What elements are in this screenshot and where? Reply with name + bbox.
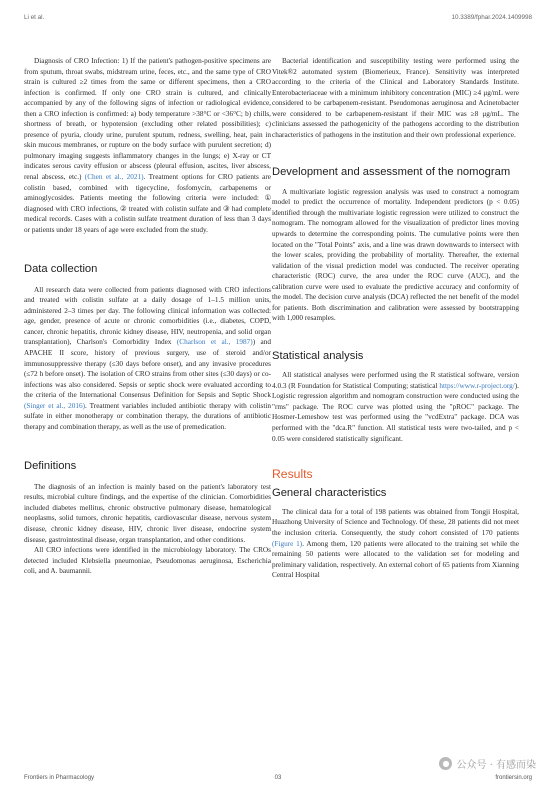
citation-link[interactable]: (Charlson et al., 1987) [176,338,253,347]
section-heading-statistical-analysis: Statistical analysis [272,349,364,362]
citation-link[interactable]: (Singer et al., 2016) [24,401,86,410]
paragraph: All CRO infections were identified in the microbiology laboratory. The CROs detected included Klebsiella pneumoniae, Pseudomonas aeruginosa, Escherichia coli, and A. baumannii. [24,546,271,576]
paragraph: Diagnosis of CRO Infection: 1) If the patient's pathogen-positive specimens are from sputum, throat swabs, midstream urine, feces, etc., and the same type of CRO strain is cultured ≥2 times from the same or different specimens, then a CRO infection is confirmed. If only one CRO strain is cultured, and clinically accompanied by any of the following signs of infection or radiological evidence, then a CRO infection is confirmed: a) body temperature >38°C or <36°C; b) chills, shortness of breath, or hypotension (excluding other related possibilities); c) presence of pyuria, cloudy urine, purulent sputum, redness, swelling, heat, pain in skin mucous membranes, or rupture on the body surface with purulent secretion; d) pulmonary imaging suggests inflammatory changes in the lungs; e) X-ray or CT indicates serous cavity effusion or abscess (pleural effusion, ascites, liver abscess, renal abscess, etc.) (Chen et al., 2021). Treatment options for CRO patients are colistin based, combined with tigecycline, fosfomycin, carbapenems or aminoglycosides. Patients meeting the following criteria were included: ① diagnosed with CRO infections, ② treated with colistin sulfate and ③ had complete medical records. Cases with a colistin sulfate treatment duration of less than 3 days or patients under 18 years of age were excluded from the study. [24,57,272,234]
site-name: frontiersin.org [495,775,532,781]
section-heading-data-collection: Data collection [24,263,98,276]
running-head: Li et al. [24,14,45,21]
paragraph: All research data were collected from patients diagnosed with CRO infections and treated with colistin sulfate at a daily dosage of 1–1.5 million units, administered 2–3 times per day. The following clinical information was collected: age, gender, presence of acute or chronic comorbidities (i.e., diabetes, COPD, cancer, chronic hepatitis, chronic kidney disease, HIV, neutropenia, and solid organ transplantation), Charlson's Comorbidity Index (Charlson et al., 1987)) and APACHE II score, history of previous surgery, use of steroid and/or immunosuppressive therapy (≤30 days before onset), and any invasive procedures (≤72 h before onset). The isolation of CRO strains from other sites (≤30 days) or co-infections was also considered. Sepsis or septic shock were evaluated according to the criteria of the International Consensus Definition for Sepsis and Septic Shock (Singer et al., 2016). Treatment variables included antibiotic therapy with colistin sulfate in either monotherapy or combination therapy, the durations of antibiotic therapy and combination therapy, as well as the use of premedication. [24,285,271,431]
watermark [439,756,536,771]
r-project-link[interactable]: https://www.r-project.org/ [439,381,515,390]
page-number: 03 [274,775,282,781]
paragraph: A multivariate logistic regression analysis was used to construct a nomogram model to predict the occurrence of mortality. Independent predictors (p < 0.05) identified through the multivariate logistic regression were utilized to construct the nomogram. The nomogram allowed for the visualization of predictor lines moving upwards to determine the corresponding points. The cumulative points were then located on the "Total Points" axis, and a line was drawn downwards to intersect with the lower scales, providing the probability of mortality. Thereafter, the external validation of the visual prediction model was conducted. The receiver operating characteristic (ROC) curve, the area under the ROC curve (AUC), and the calibration curve were used to evaluate the predictive accuracy and conformity of the model. The decision curve analysis (DCA) reflected the net benefit of the model for patients. Both discrimination and calibration were assessed by bootstrapping with 1,000 resamples. [272,187,519,323]
section-heading-definitions: Definitions [24,460,77,473]
paragraph: The clinical data for a total of 198 patients was obtained from Tongji Hospital, Huazhong University of Science and Technology. Of these, 28 patients did not meet the inclusion criteria. Consequently, the study cohort consisted of 170 patients (Figure 1). Among them, 120 patients were allocated to the training set while the remaining 50 patients were allocated to the validation set for modeling and preliminary validation, respectively. An external cohort of 65 patients from Xianning Central Hospital [272,507,519,580]
paragraph: All statistical analyses were performed using the R statistical software, version 4.0.3 (R Foundation for Statistical Computing; statistical https://www.r-project.org/). Logistic regression algorithm and nomogram construction were conducted using the "rms" package. The ROC curve was plotted using the "pROC" package. The Hosmer-Lemeshow test was performed using the "vcdExtra" package. DCA was performed with the "dca.R" function. All statistical tests were two-tailed, and p < 0.05 were considered statistically significant. [272,371,519,443]
citation-link[interactable]: (Chen et al., 2021) [84,173,144,182]
wechat-icon: ● [439,757,452,770]
watermark-text: 公众号 · 有感而染 [456,760,536,771]
figure-link[interactable]: (Figure 1) [272,539,303,548]
doi: 10.3389/fphar.2024.1409998 [451,14,532,21]
journal-name: Frontiers in Pharmacology [24,775,95,781]
section-heading-nomogram: Development and assessment of the nomogram [272,166,511,179]
left-column [24,56,271,577]
paragraph: The diagnosis of an infection is mainly based on the patient's laboratory test results, microbial culture findings, and the expertise of the clinician. Comorbidities included diabetes mellitus, chronic obstructive pulmonary disease, hematological neoplasms, solid tumors, chronic hepatitis, cardiovascular disease, nervous system disease, chronic kidney disease, HIV, chronic liver disease, endocrine system disease, gastrointestinal disease, organ transplantation, and other conditions. [24,482,271,544]
subsection-heading-general-characteristics: General characteristics [272,486,387,499]
right-column [272,56,519,581]
paragraph: Bacterial identification and susceptibility testing were performed using the Vitek®2 automated system (Biomerieux, France). Sensitivity was interpreted according to the criteria of the Clinical and Laboratory Standards Institute. Enterobacteriaceae with a minimum inhibitory concentration (MIC) ≥4 μg/mL were considered to be carbapenem-resistant. Pseudomonas aeruginosa and Acinetobacter were considered to be carbapenem-resistant if their MIC was ≥8 μg/mL. The clinicians assessed the pathogenicity of the pathogens according to the distribution characteristics of pathogens in the institution and their own professional experience. [272,57,519,139]
section-heading-results: Results [272,467,313,482]
